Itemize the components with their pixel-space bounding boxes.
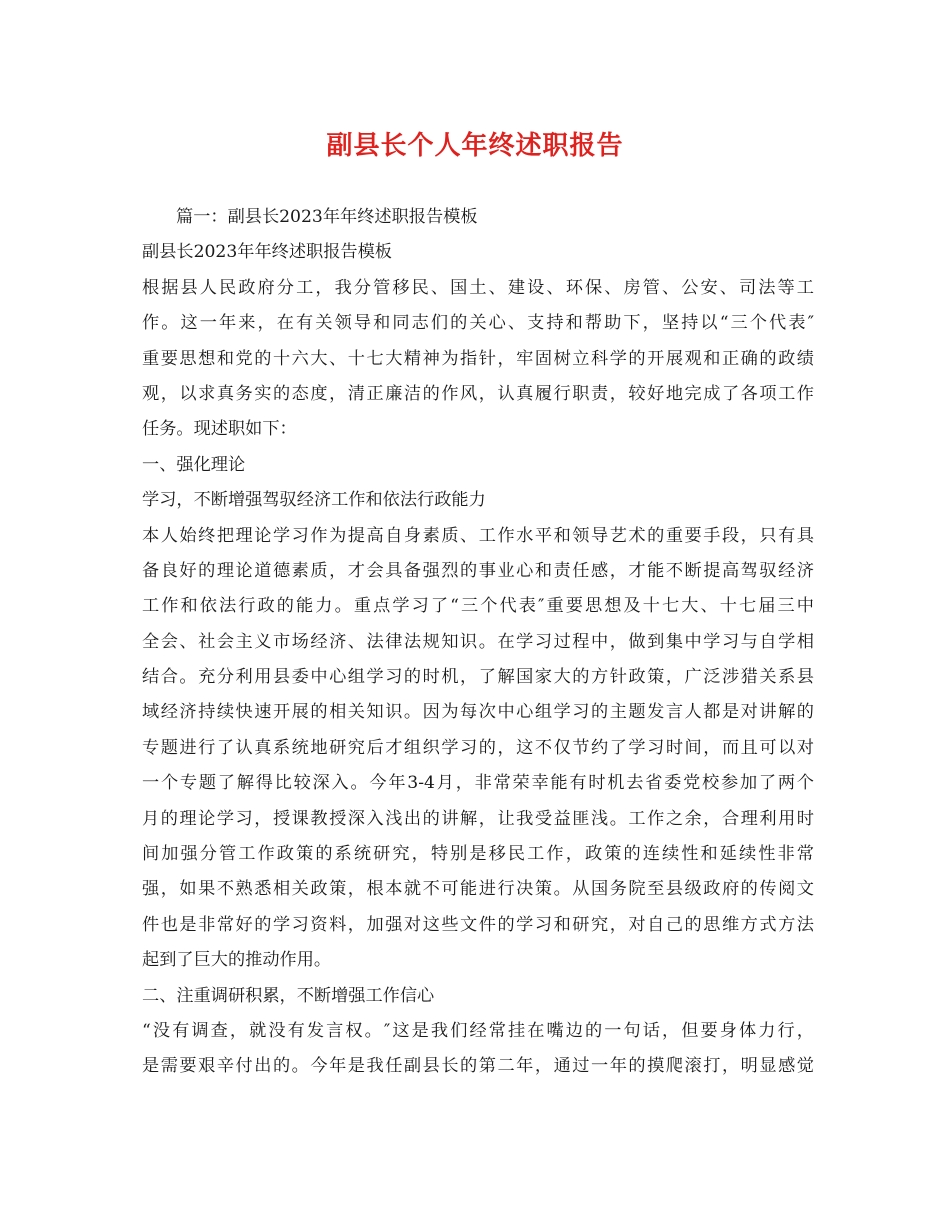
body-line: 学习，不断增强驾驭经济工作和依法行政能力 (142, 490, 486, 511)
body-line: “没有调查，就没有发言权。″这是我们经常挂在嘴边的一句话，但要身体力行， (142, 1020, 814, 1041)
body-line: 一个专题了解得比较深入。今年3-4月，非常荣幸能有时机去省委党校参加了两个 (142, 773, 814, 794)
body-line: 任务。现述职如下： (142, 419, 297, 440)
body-line: 作。这一年来，在有关领导和同志们的关心、支持和帮助下，坚持以“三个代表″ (142, 313, 814, 334)
body-line: 间加强分管工作政策的系统研究，特别是移民工作，政策的连续性和延续性非常 (142, 844, 814, 865)
body-line: 起到了巨大的推动作用。 (142, 950, 332, 971)
document-body (142, 200, 814, 1085)
body-line: 备良好的理论道德素质，才会具备强烈的事业心和责任感，才能不断提高驾驭经济 (142, 560, 814, 581)
body-line: 重要思想和党的十六大、十七大精神为指针，牢固树立科学的开展观和正确的政绩 (142, 348, 814, 369)
body-line: 观，以求真务实的态度，清正廉洁的作风，认真履行职责，较好地完成了各项工作 (142, 383, 814, 404)
body-line: 强，如果不熟悉相关政策，根本就不可能进行决策。从国务院至县级政府的传阅文 (142, 879, 814, 900)
body-line: 件也是非常好的学习资料，加强对这些文件的学习和研究，对自己的思维方式方法 (142, 914, 814, 935)
body-line: 结合。充分利用县委中心组学习的时机，了解国家大的方针政策，广泛涉猎关系县 (142, 667, 814, 688)
body-line: 二、注重调研积累，不断增强工作信心 (142, 985, 435, 1006)
body-line: 本人始终把理论学习作为提高自身素质、工作水平和领导艺术的重要手段，只有具 (142, 525, 814, 546)
body-line: 全会、社会主义市场经济、法律法规知识。在学习过程中，做到集中学习与自学相 (142, 631, 814, 652)
body-line: 副县长2023年年终述职报告模板 (142, 242, 392, 263)
body-line: 工作和依法行政的能力。重点学习了“三个代表″重要思想及十七大、十七届三中 (142, 596, 814, 617)
body-line: 根据县人民政府分工，我分管移民、国土、建设、环保、房管、公安、司法等工 (142, 277, 814, 298)
body-line: 是需要艰辛付出的。今年是我任副县长的第二年，通过一年的摸爬滚打，明显感觉 (142, 1056, 814, 1077)
body-line: 域经济持续快速开展的相关知识。因为每次中心组学习的主题发言人都是对讲解的 (142, 702, 814, 723)
body-line: 篇一：副县长2023年年终述职报告模板 (176, 207, 478, 227)
body-line: 专题进行了认真系统地研究后才组织学习的，这不仅节约了学习时间，而且可以对 (142, 737, 814, 758)
document-title: 副县长个人年终述职报告 (326, 131, 624, 161)
body-line: 一、强化理论 (142, 454, 246, 475)
body-line: 月的理论学习，授课教授深入浅出的讲解，让我受益匪浅。工作之余，合理利用时 (142, 808, 814, 829)
